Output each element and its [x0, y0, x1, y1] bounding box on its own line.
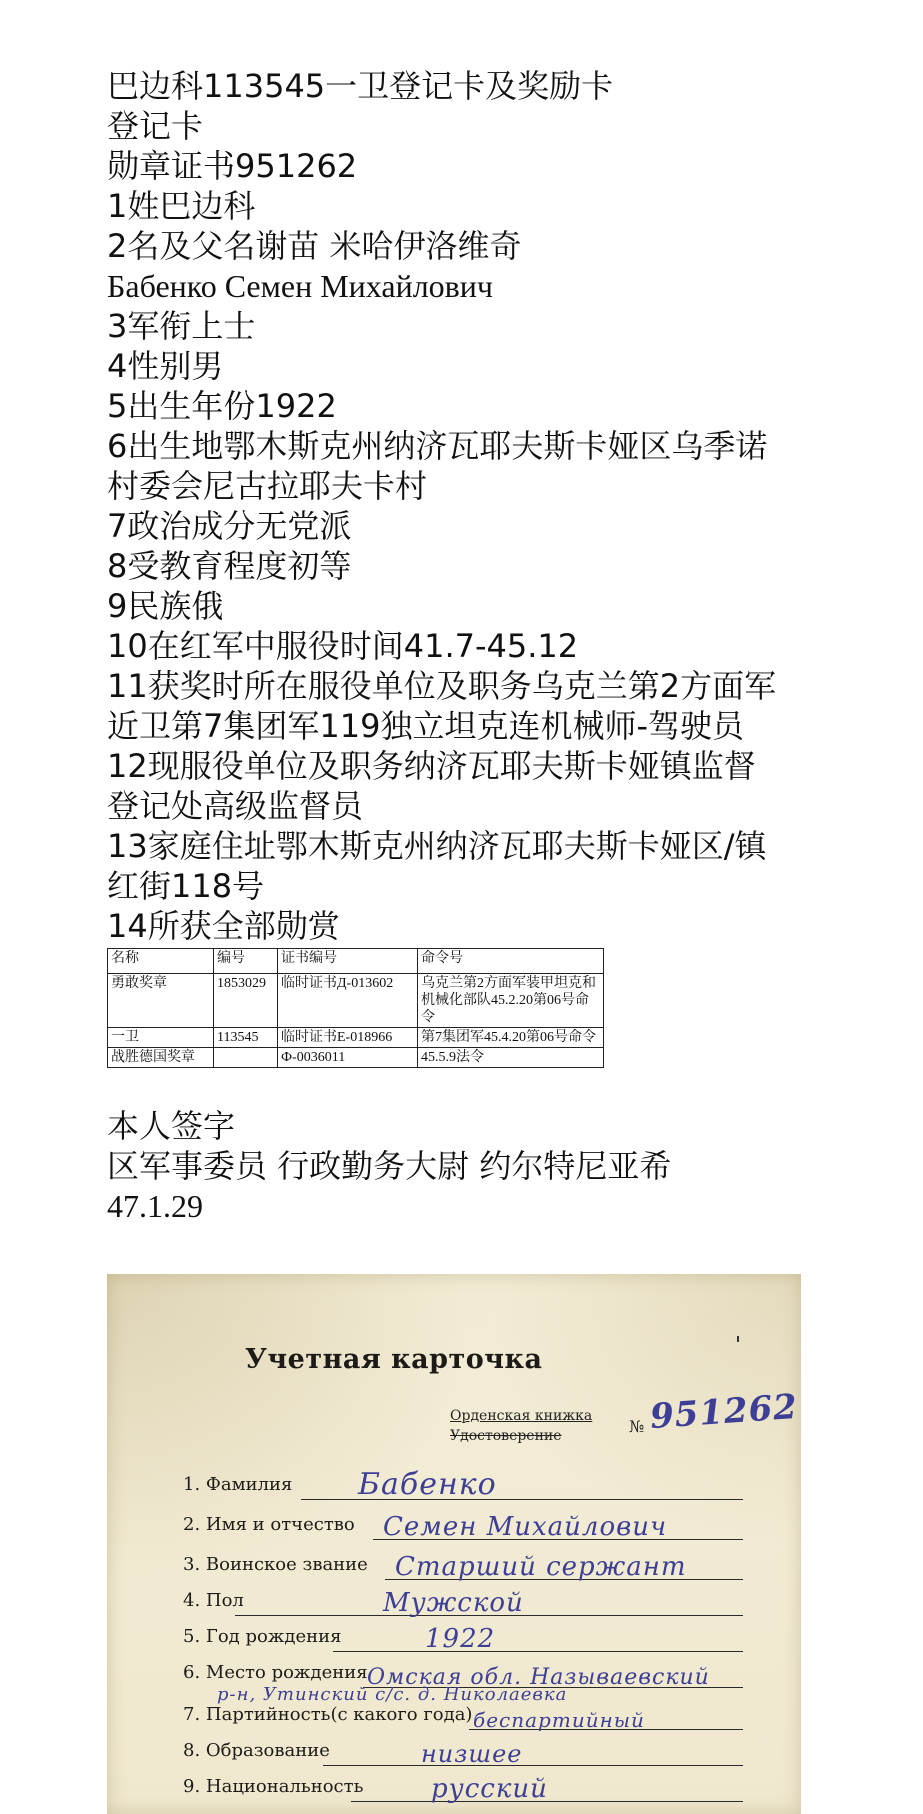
card-field-label: 2. Имя и отчество [183, 1514, 355, 1535]
scanned-registration-card [107, 1274, 801, 1814]
card-number-label: № [629, 1417, 645, 1436]
doc-title: 巴边科113545一卫登记卡及奖励卡 [107, 67, 614, 105]
document-text [107, 66, 827, 1226]
current-unit-line-1: 12现服役单位及职务纳济瓦耶夫斯卡娅镇监督 [107, 747, 756, 785]
rank-line: 3军衔上士 [107, 307, 256, 345]
card-type-line: 登记卡 [107, 107, 204, 145]
card-order-book-label: Орденская книжка [450, 1408, 593, 1424]
birthplace-line-1: 6出生地鄂木斯克州纳济瓦耶夫斯卡娅区乌季诺 [107, 427, 768, 465]
russian-name-line: Бабенко Семен Михайлович [107, 268, 493, 304]
card-field-rank [183, 1554, 743, 1584]
col-header-order: 命令号 [418, 949, 604, 974]
current-unit-line-2: 登记处高级监督员 [107, 787, 364, 825]
col-header-number: 编号 [214, 949, 278, 974]
sex-line: 4性别男 [107, 347, 224, 385]
name-patronymic-line: 2名及父名谢苗 米哈伊洛维奇 [107, 227, 522, 265]
award-unit-line-2: 近卫第7集团军119独立坦克连机械师-驾驶员 [107, 707, 744, 745]
card-field-label: 7. Партийность(с какого года) [183, 1704, 473, 1725]
award-unit-line-1: 11获奖时所在服役单位及职务乌克兰第2方面军 [107, 667, 777, 705]
award-number-cell [214, 1048, 278, 1068]
card-field-value: беспартийный [473, 1708, 645, 1732]
card-field-value: Мужской [383, 1588, 524, 1618]
card-field-value: Омская обл. Называевский [367, 1665, 710, 1690]
address-line-1: 13家庭住址鄂木斯克州纳济瓦耶夫斯卡娅区/镇 [107, 827, 767, 865]
card-field-value: низшее [421, 1740, 523, 1768]
card-field-nationality [183, 1776, 743, 1806]
table-header-row [108, 949, 604, 974]
paper-mark [737, 1336, 739, 1342]
card-birthplace-extra: р-н, Утинский с/с. д. Николаевка [217, 1684, 568, 1705]
card-document-type [450, 1406, 592, 1446]
card-number-value: 951262 [648, 1386, 800, 1438]
award-order-cell: 第7集团军45.4.20第06号命令 [418, 1028, 604, 1048]
award-order-cell: 乌克兰第2方面军装甲坦克和机械化部队45.2.20第06号命令 [418, 974, 604, 1028]
awards-table [107, 948, 604, 1068]
card-title: Учетная карточка [245, 1344, 543, 1375]
service-period-line: 10在红军中服役时间41.7-45.12 [107, 627, 579, 665]
award-number-cell: 113545 [214, 1028, 278, 1048]
award-certificate-cell: 临时证书E-018966 [278, 1028, 418, 1048]
card-field-party [183, 1704, 743, 1734]
award-certificate-cell: 临时证书Д-013602 [278, 974, 418, 1028]
award-name-cell: 战胜德国奖章 [108, 1048, 214, 1068]
card-field-value: Старший сержант [395, 1552, 687, 1582]
address-line-2: 红街118号 [107, 867, 265, 905]
card-field-value: Семен Михайлович [383, 1512, 668, 1542]
card-field-label: 9. Национальность [183, 1776, 364, 1797]
awards-heading: 14所获全部勋赏 [107, 907, 340, 945]
order-book-line: 勋章证书951262 [107, 147, 358, 185]
award-name-cell: 勇敢奖章 [108, 974, 214, 1028]
signature-line: 本人签字 [107, 1107, 236, 1145]
education-line: 8受教育程度初等 [107, 547, 352, 585]
card-field-label: 4. Пол [183, 1590, 244, 1611]
card-field-label: 6. Место рождения [183, 1662, 368, 1683]
award-name-cell: 一卫 [108, 1028, 214, 1048]
card-field-label: 5. Год рождения [183, 1626, 342, 1647]
col-header-certificate: 证书编号 [278, 949, 418, 974]
card-field-birth-year [183, 1626, 743, 1656]
card-field-label: 1. Фамилия [183, 1474, 293, 1495]
card-field-value: 1922 [425, 1624, 496, 1654]
col-header-name: 名称 [108, 949, 214, 974]
nationality-line: 9民族俄 [107, 587, 224, 625]
commissar-line: 区军事委员 行政勤务大尉 约尔特尼亚希 [107, 1147, 672, 1185]
award-number-cell: 1853029 [214, 974, 278, 1028]
card-field-label: 3. Воинское звание [183, 1554, 368, 1575]
card-field-label: 8. Образование [183, 1740, 330, 1761]
award-certificate-cell: Ф-0036011 [278, 1048, 418, 1068]
party-line: 7政治成分无党派 [107, 507, 352, 545]
birth-year-line: 5出生年份1922 [107, 387, 337, 425]
card-field-value: русский [431, 1774, 548, 1804]
card-field-education [183, 1740, 743, 1770]
birthplace-line-2: 村委会尼古拉耶夫卡村 [107, 467, 428, 505]
award-order-cell: 45.5.9法令 [418, 1048, 604, 1068]
card-certificate-label: Удостоверение [450, 1428, 562, 1444]
date-line: 47.1.29 [107, 1188, 203, 1224]
card-field-value: Бабенко [358, 1467, 497, 1502]
table-row [108, 974, 604, 1028]
card-field-name [183, 1514, 743, 1544]
table-row [108, 1028, 604, 1048]
card-field-sex [183, 1590, 743, 1620]
table-row [108, 1048, 604, 1068]
card-field-surname [183, 1467, 743, 1504]
surname-line: 1姓巴边科 [107, 187, 256, 225]
